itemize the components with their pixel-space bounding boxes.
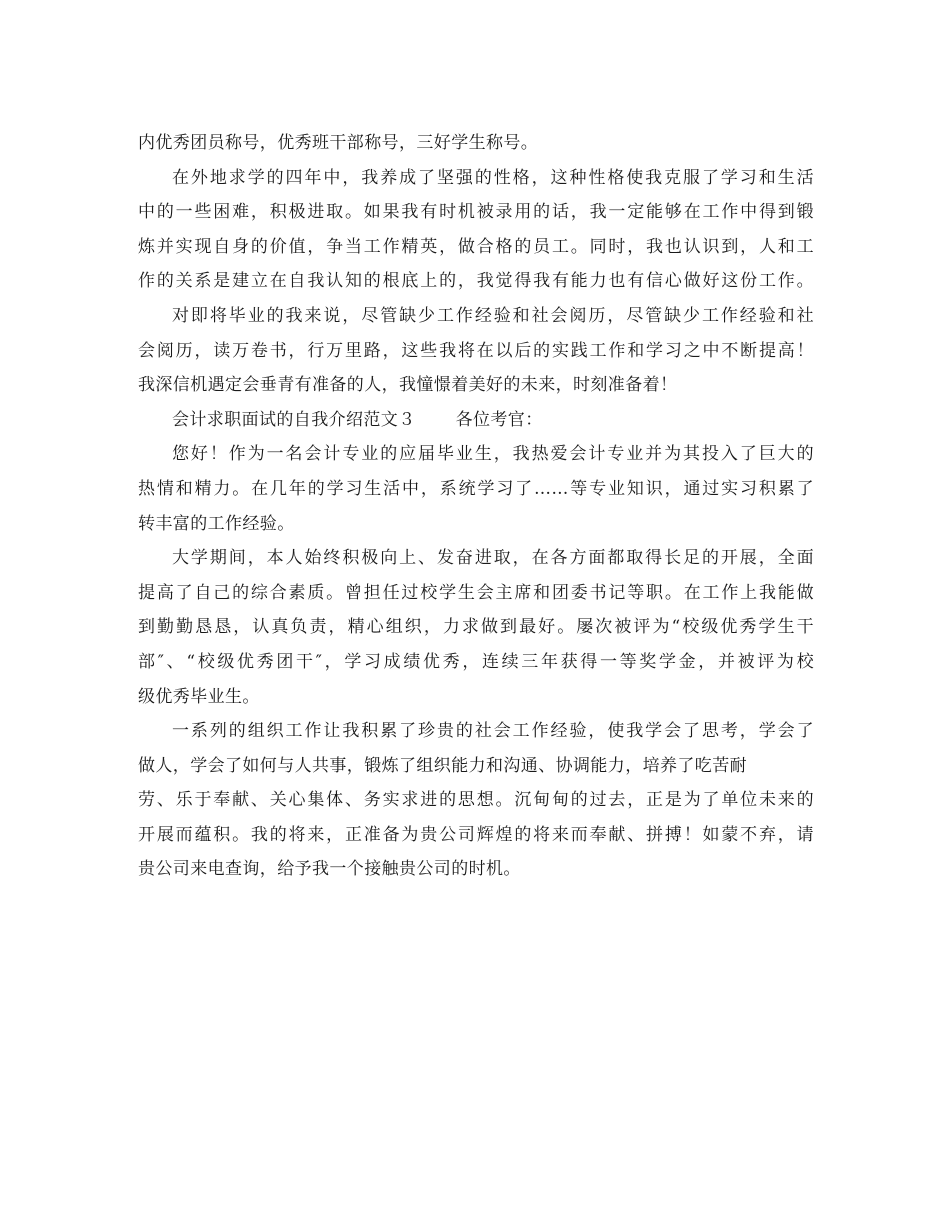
- text-line: 级优秀毕业生。: [138, 686, 260, 707]
- text-line: 到勤勤恳恳，认真负责，精心组织，力求做到最好。屡次被评为“校级优秀学生干: [138, 617, 814, 638]
- section-heading: 会计求职面试的自我介绍范文３: [172, 409, 416, 430]
- text-line: 部″、“校级优秀团干″，学习成绩优秀，连续三年获得一等奖学金，并被评为校: [138, 651, 814, 672]
- text-line: 作的关系是建立在自我认知的根底上的，我觉得我有能力也有信心做好这份工作。: [138, 271, 814, 292]
- text-line: 提高了自己的综合素质。曾担任过校学生会主席和团委书记等职。在工作上我能做: [138, 582, 814, 603]
- text-line: 中的一些困难，积极进取。如果我有时机被录用的话，我一定能够在工作中得到锻: [138, 202, 814, 223]
- text-line: 我深信机遇定会垂青有准备的人，我憧憬着美好的未来，时刻准备着！: [138, 375, 678, 396]
- text-line: 开展而蕴积。我的将来，正准备为贵公司辉煌的将来而奉献、拼搏！如蒙不弃，请: [138, 824, 814, 845]
- salutation: 各位考官：: [455, 409, 543, 430]
- text-line: 转丰富的工作经验。: [138, 513, 295, 534]
- text-line: 您好！作为一名会计专业的应届毕业生，我热爱会计专业并为其投入了巨大的: [172, 444, 814, 465]
- text-line: 热情和精力。在几年的学习生活中，系统学习了……等专业知识，通过实习积累了: [138, 478, 814, 499]
- text-line: 在外地求学的四年中，我养成了坚强的性格，这种性格使我克服了学习和生活: [172, 167, 814, 188]
- text-line: 对即将毕业的我来说，尽管缺少工作经验和社会阅历，尽管缺少工作经验和社: [172, 305, 814, 326]
- document-body: [138, 126, 814, 887]
- text-line: 劳、乐于奉献、关心集体、务实求进的思想。沉甸甸的过去，正是为了单位未来的: [138, 790, 814, 811]
- text-line: 内优秀团员称号，优秀班干部称号，三好学生称号。: [138, 133, 539, 153]
- text-line: 贵公司来电查询，给予我一个接触贵公司的时机。: [138, 859, 521, 880]
- text-line: 大学期间，本人始终积极向上、发奋进取，在各方面都取得长足的开展，全面: [172, 548, 814, 569]
- section-heading-line: [138, 403, 814, 438]
- text-line: 炼并实现自身的价值，争当工作精英，做合格的员工。同时，我也认识到，人和工: [138, 236, 814, 257]
- text-line: 做人，学会了如何与人共事，锻炼了组织能力和沟通、协调能力，培养了吃苦耐: [138, 755, 747, 776]
- text-line: 会阅历，读万卷书，行万里路，这些我将在以后的实践工作和学习之中不断提高！: [138, 340, 814, 361]
- text-line: 一系列的组织工作让我积累了珍贵的社会工作经验，使我学会了思考，学会了: [172, 721, 814, 742]
